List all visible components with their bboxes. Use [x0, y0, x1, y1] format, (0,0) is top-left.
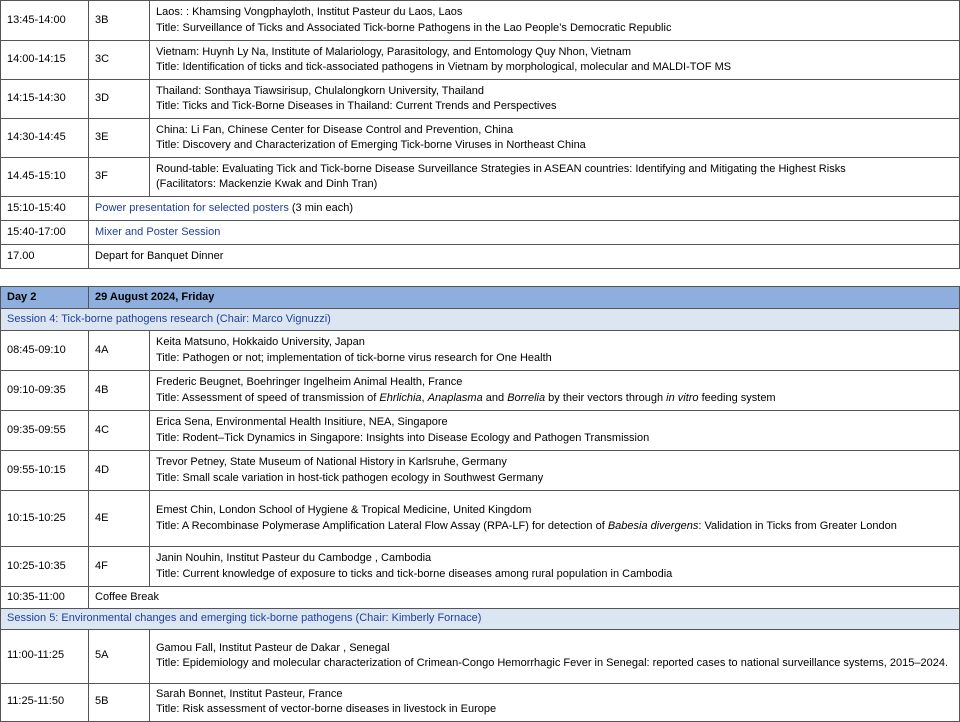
table-row — [1, 683, 960, 721]
talk-title — [156, 519, 953, 535]
code-cell: 4C — [89, 411, 150, 451]
talk-cell — [150, 411, 960, 451]
title-text: , — [421, 391, 428, 404]
speaker: Gamou Fall, Institut Pasteur de Dakar , Senegal — [156, 641, 390, 654]
speaker: Vietnam: Huynh Ly Na, Institute of Malariology, Parasitology, and Entomology Quy Nhon, Vietnam — [156, 45, 632, 58]
code-cell: 4E — [89, 491, 150, 547]
time-cell: 11:25-11:50 — [1, 683, 89, 721]
talk-cell — [150, 371, 960, 411]
talk-cell — [150, 158, 960, 197]
code-cell: 4F — [89, 547, 150, 587]
table-row — [1, 221, 960, 245]
speaker: Erica Sena, Environmental Health Insitiure, NEA, Singapore — [156, 416, 448, 428]
talk-title: Title: Ticks and Tick-Borne Diseases in Thailand: Current Trends and Perspectives — [156, 100, 557, 112]
talk-title: Title: Rodent–Tick Dynamics in Singapore: Insights into Disease Ecology and Pathogen Transmission — [156, 431, 650, 444]
table-row — [1, 80, 960, 119]
table-row — [1, 451, 960, 491]
talk-cell — [150, 629, 960, 683]
table-row — [1, 41, 960, 80]
talk-cell — [150, 41, 960, 80]
time-cell: 13:45-14:00 — [1, 1, 89, 41]
speaker: China: Li Fan, Chinese Center for Disease Control and Prevention, China — [156, 123, 514, 136]
time-cell: 08:45-09:10 — [1, 331, 89, 371]
time-cell: 15:10-15:40 — [1, 197, 89, 221]
table-row — [1, 491, 960, 547]
table-row — [1, 371, 960, 411]
time-cell: 14:00-14:15 — [1, 41, 89, 80]
title-text: by their vectors through — [545, 391, 667, 404]
code-cell: 5B — [89, 683, 150, 721]
speaker: Sarah Bonnet, Institut Pasteur, France — [156, 687, 343, 700]
code-cell: 5A — [89, 629, 150, 683]
code-cell: 4D — [89, 451, 150, 491]
speaker: Emest Chin, London School of Hygiene & Tropical Medicine, United Kingdom — [156, 504, 532, 516]
code-cell: 4A — [89, 331, 150, 371]
code-cell: 3E — [89, 119, 150, 158]
talk-title: Title: Identification of ticks and tick-associated pathogens in Vietnam by morphological, molecular and MALDI-TOF MS — [156, 61, 732, 73]
posters-label: Power presentation for selected posters — [95, 201, 289, 214]
time-cell: 09:55-10:15 — [1, 451, 89, 491]
time-cell: 14:15-14:30 — [1, 80, 89, 119]
table-row — [1, 1, 960, 41]
time-cell: 09:35-09:55 — [1, 411, 89, 451]
banquet-label: Depart for Banquet Dinner — [89, 245, 960, 269]
talk-title: Title: Discovery and Characterization of Emerging Tick-borne Viruses in Northeast China — [156, 139, 586, 151]
time-cell: 10:15-10:25 — [1, 491, 89, 547]
code-cell: 3C — [89, 41, 150, 80]
time-cell: 14:30-14:45 — [1, 119, 89, 158]
italic-term: Anaplasma — [427, 391, 483, 404]
posters-cell — [89, 197, 960, 221]
speaker: Keita Matsuno, Hokkaido University, Japan — [156, 336, 365, 348]
code-cell: 3D — [89, 80, 150, 119]
table-row — [1, 119, 960, 158]
table-row — [1, 158, 960, 197]
title-text: Title: A Recombinase Polymerase Amplification Lateral Flow Assay (RPA-LF) for detection of — [156, 519, 608, 532]
speaker: Trevor Petney, State Museum of National History in Karlsruhe, Germany — [156, 456, 507, 468]
talk-title: Title: Surveillance of Ticks and Associated Tick-borne Pathogens in the Lao People’s Democratic Republic — [156, 21, 672, 34]
time-cell: 09:10-09:35 — [1, 371, 89, 411]
talk-title: Title: Epidemiology and molecular characterization of Crimean-Congo Hemorrhagic Fever in Senegal: reported cases to national surveillance systems, 2015–2024. — [156, 657, 948, 669]
posters-note: (3 min each) — [288, 201, 354, 214]
day-label: Day 2 — [1, 287, 89, 309]
title-text: and — [482, 391, 508, 404]
talk-cell — [150, 80, 960, 119]
time-cell: 11:00-11:25 — [1, 629, 89, 683]
talk-cell — [150, 547, 960, 587]
talk-cell — [150, 119, 960, 158]
code-cell: 3B — [89, 1, 150, 41]
talk-title — [156, 391, 953, 407]
day1-schedule-table — [0, 0, 960, 269]
speaker: Janin Nouhin, Institut Pasteur du Cambodge , Cambodia — [156, 552, 432, 564]
time-cell: 14.45-15:10 — [1, 158, 89, 197]
session-header-row — [1, 309, 960, 331]
table-row — [1, 629, 960, 683]
code-cell: 3F — [89, 158, 150, 197]
day2-schedule-table — [0, 286, 960, 722]
time-cell: 10:35-11:00 — [1, 587, 89, 609]
talk-cell — [150, 331, 960, 371]
table-row — [1, 547, 960, 587]
title-text: : Validation in Ticks from Greater London — [698, 519, 897, 532]
talk-title: Title: Pathogen or not; implementation of tick-borne virus research for One Health — [156, 351, 552, 364]
talk-cell — [150, 451, 960, 491]
talk-cell — [150, 683, 960, 721]
italic-term: Babesia divergens — [607, 519, 699, 532]
speaker: Frederic Beugnet, Boehringer Ingelheim Animal Health, France — [156, 376, 463, 388]
day-header-row — [1, 287, 960, 309]
session-5-title: Session 5: Environmental changes and emerging tick-borne pathogens (Chair: Kimberly Fornace) — [1, 609, 960, 630]
time-cell: 10:25-10:35 — [1, 547, 89, 587]
speaker: Thailand: Sonthaya Tiawsirisup, Chulalongkorn University, Thailand — [156, 84, 484, 97]
session-4-title: Session 4: Tick-borne pathogens research (Chair: Marco Vignuzzi) — [1, 309, 960, 331]
facilitators: (Facilitators: Mackenzie Kwak and Dinh Tran) — [156, 178, 378, 190]
table-row — [1, 331, 960, 371]
talk-title: Title: Risk assessment of vector-borne diseases in livestock in Europe — [156, 703, 497, 715]
roundtable-topic: Round-table: Evaluating Tick and Tick-borne Disease Surveillance Strategies in ASEAN countries: Identifying and Mitigating the Highest Risks — [156, 162, 846, 175]
table-row — [1, 197, 960, 221]
italic-term: in vitro — [666, 391, 699, 404]
time-cell: 17.00 — [1, 245, 89, 269]
day-date: 29 August 2024, Friday — [89, 287, 960, 309]
time-cell: 15:40-17:00 — [1, 221, 89, 245]
italic-term: Borrelia — [507, 391, 546, 404]
code-cell: 4B — [89, 371, 150, 411]
italic-term: Ehrlichia — [379, 391, 422, 404]
mixer-label: Mixer and Poster Session — [89, 221, 960, 245]
title-text: Title: Assessment of speed of transmission of — [156, 391, 380, 404]
title-text: feeding system — [698, 391, 776, 404]
table-row — [1, 411, 960, 451]
talk-title: Title: Small scale variation in host-tick pathogen ecology in Southwest Germany — [156, 471, 544, 484]
coffee-break-label: Coffee Break — [89, 587, 960, 609]
table-row — [1, 587, 960, 609]
session-header-row — [1, 609, 960, 630]
talk-cell — [150, 491, 960, 547]
talk-title: Title: Current knowledge of exposure to ticks and tick-borne diseases among rural population in Cambodia — [156, 567, 673, 580]
talk-cell — [150, 1, 960, 41]
table-row — [1, 245, 960, 269]
speaker: Laos: : Khamsing Vongphayloth, Institut Pasteur du Laos, Laos — [156, 6, 463, 18]
